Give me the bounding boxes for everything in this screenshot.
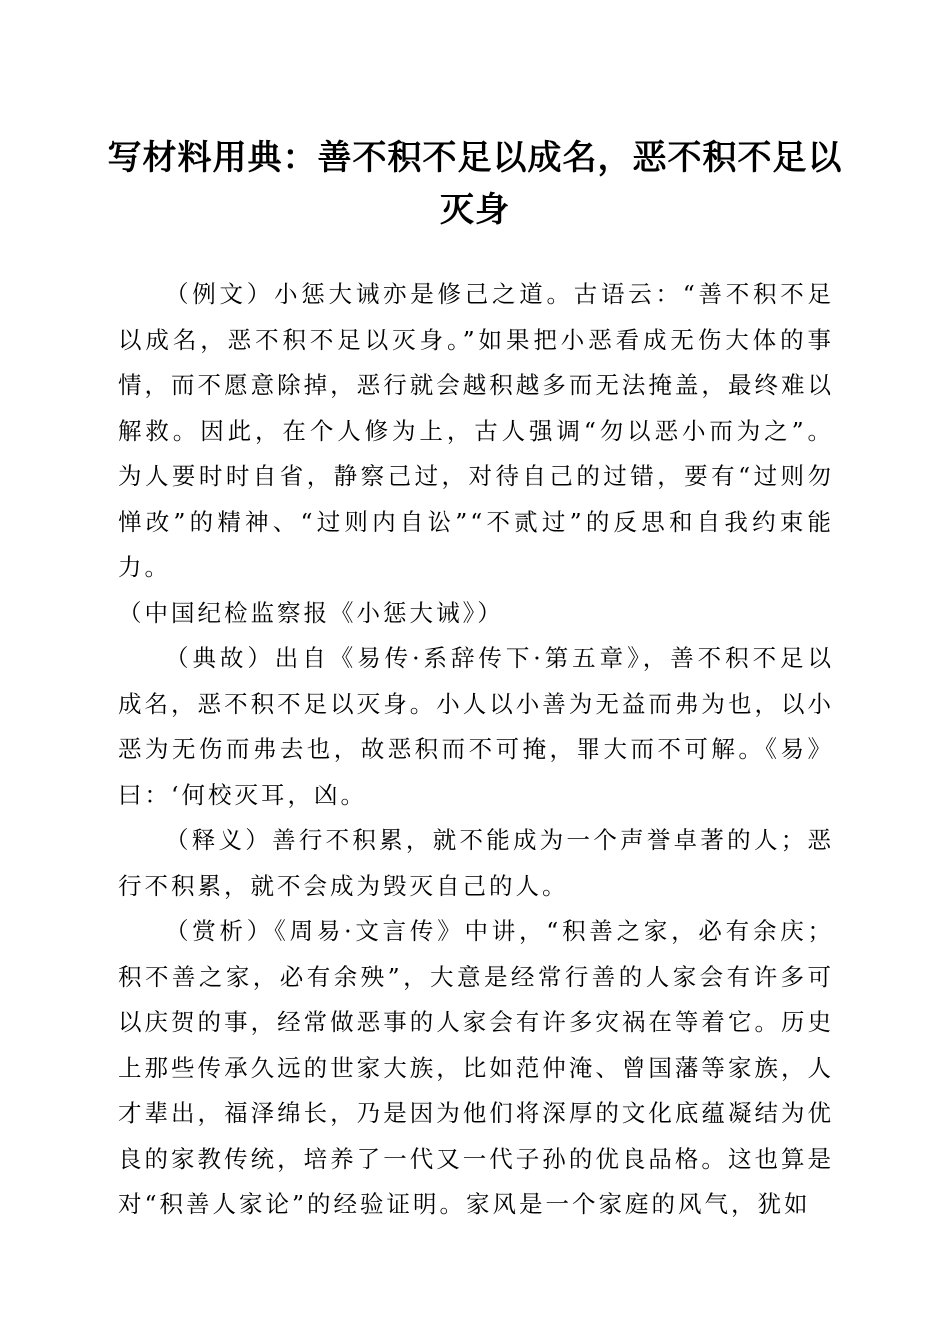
paragraph-meaning: （释义）善行不积累，就不能成为一个声誉卓著的人；恶行不积累，就不会成为毁灭自己的人。 [118, 826, 834, 900]
paragraph-origin: （典故）出自《易传·系辞传下·第五章》，善不积不足以成名，恶不积不足以灭身。小人以小善为无益而弗为也，以小恶为无伤而弗去也，故恶积而不可掩，罪大而不可解。《易》曰：‘何校灭耳，凶。 [118, 644, 834, 809]
document-title: 写材料用典：善不积不足以成名，恶不积不足以灭身 [107, 138, 843, 230]
paragraph-analysis: （赏析）《周易·文言传》中讲，“积善之家，必有余庆；积不善之家，必有余殃”，大意是经常行善的人家会有许多可以庆贺的事，经常做恶事的人家会有许多灾祸在等着它。历史上那些传承久远的世家大族，比如范仲淹、曾国藩等家族，人才辈出，福泽绵长，乃是因为他们将深厚的文化底蕴凝结为优良的家教传统，培养了一代又一代子孙的优良品格。这也算是对“积善人家论”的经验证明。家风是一个家庭的风气，犹如 [118, 917, 834, 1218]
paragraph-example-source: （中国纪检监察报《小惩大诫》） [118, 598, 504, 627]
paragraph-example: （例文）小惩大诫亦是修己之道。古语云：“善不积不足以成名，恶不积不足以灭身。”如果把小恶看成无伤大体的事情，而不愿意除掉，恶行就会越积越多而无法掩盖，最终难以解救。因此，在个人修为上，古人强调“勿以恶小而为之”。为人要时时自省，静察己过，对待自己的过错，要有“过则勿惮改”的精神、“过则内自讼”“不贰过”的反思和自我约束能力。 [118, 280, 834, 581]
document-body [118, 272, 834, 1228]
